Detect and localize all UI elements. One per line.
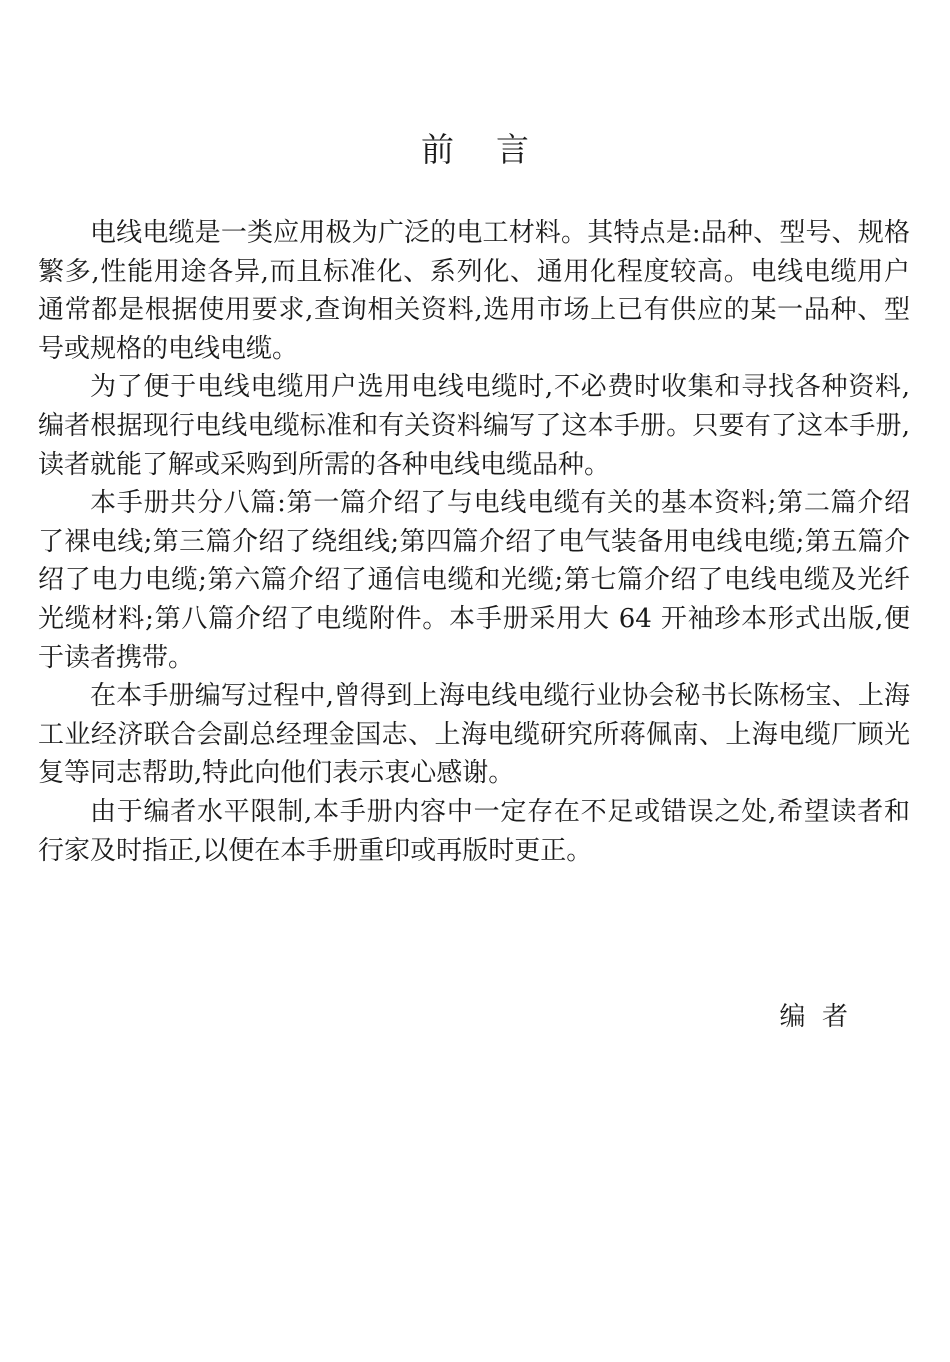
paragraph-1: 电线电缆是一类应用极为广泛的电工材料。其特点是:品种、型号、规格繁多,性能用途各异,而且标准化、系列化、通用化程度较高。电线电缆用户通常都是根据使用要求,查询相关资料,选用市场上已有供应的某一品种、型号或规格的电线电缆。 xyxy=(38,218,910,364)
page-title: 前 言 xyxy=(421,130,529,169)
paragraph-4: 在本手册编写过程中,曾得到上海电线电缆行业协会秘书长陈杨宝、上海工业经济联合会副总经理金国志、上海电缆研究所蒋佩南、上海电缆厂顾光复等同志帮助,特此向他们表示衷心感谢。 xyxy=(38,681,910,789)
preface-body xyxy=(38,214,910,870)
paragraph-2: 为了便于电线电缆用户选用电线电缆时,不必费时收集和寻找各种资料,编者根据现行电线电缆标准和有关资料编写了这本手册。只要有了这本手册,读者就能了解或采购到所需的各种电线电缆品种。 xyxy=(38,372,910,480)
author-signature: 编 者 xyxy=(779,1002,848,1032)
paragraph-5: 由于编者水平限制,本手册内容中一定存在不足或错误之处,希望读者和行家及时指正,以便在本手册重印或再版时更正。 xyxy=(38,796,910,866)
paragraph-3: 本手册共分八篇:第一篇介绍了与电线电缆有关的基本资料;第二篇介绍了裸电线;第三篇介绍了绕组线;第四篇介绍了电气装备用电线电缆;第五篇介绍了电力电缆;第六篇介绍了通信电缆和光缆;第七篇介绍了电线电缆及光纤光缆材料;第八篇介绍了电缆附件。本手册采用大 64 开袖珍本形式出版,便于读者携带。 xyxy=(38,488,910,673)
